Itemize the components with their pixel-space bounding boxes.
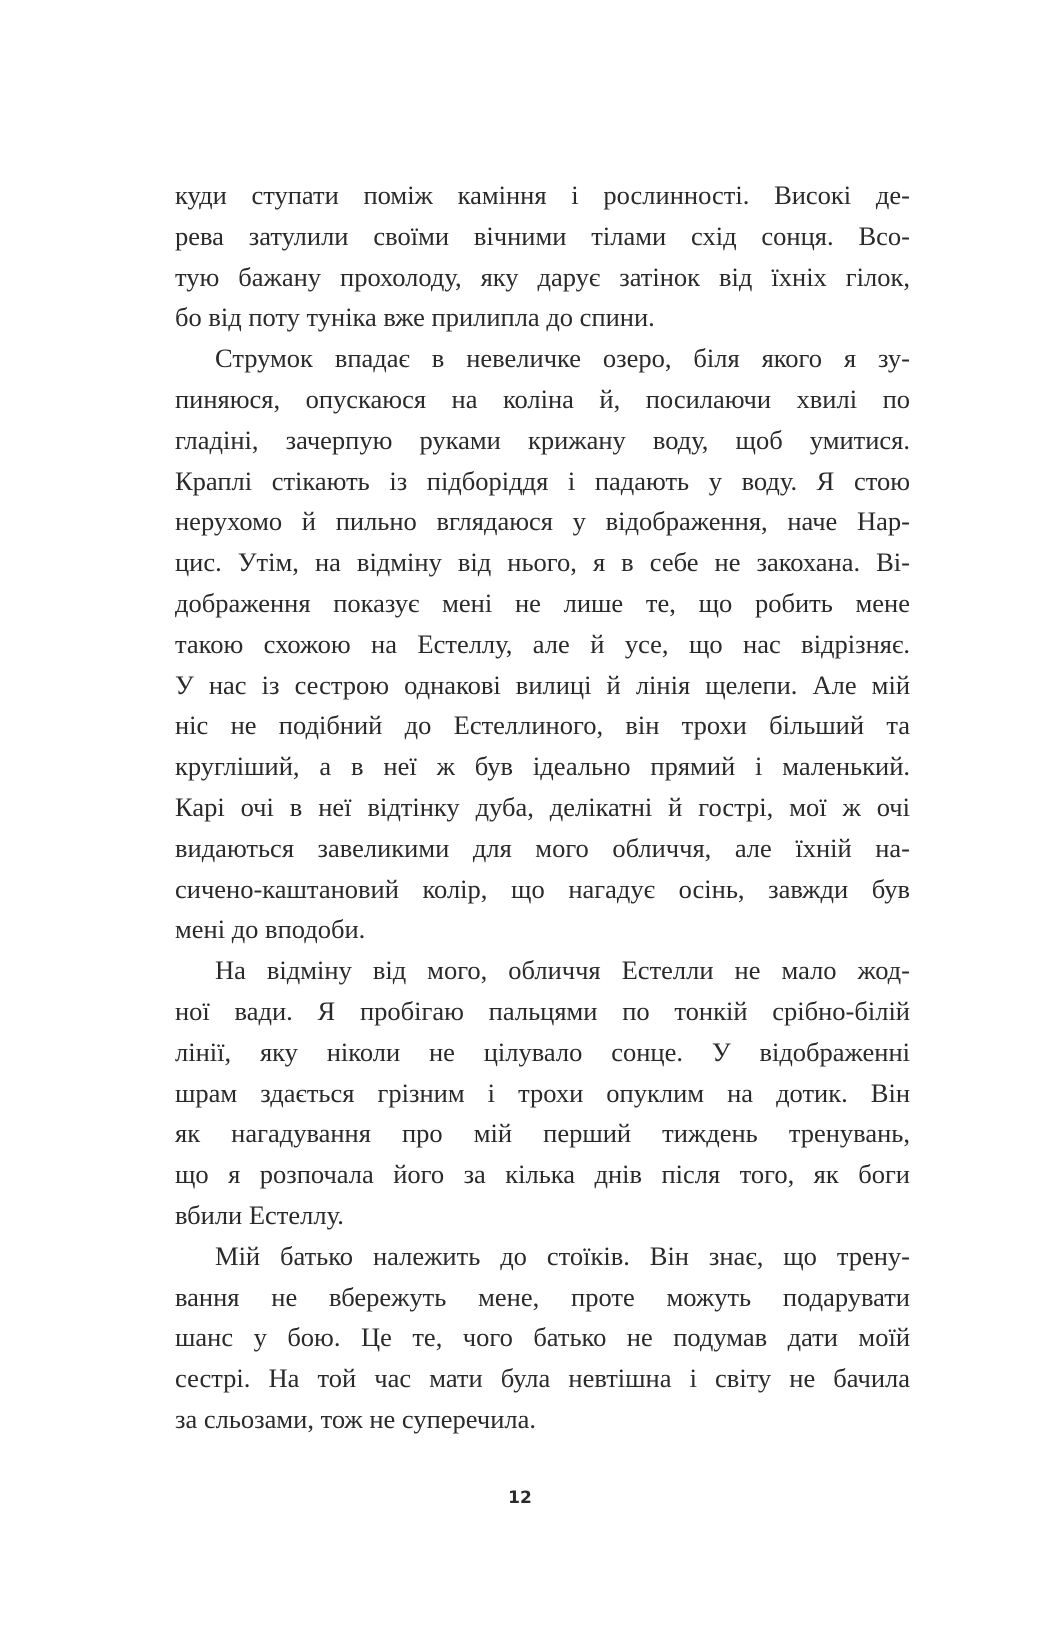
text-line: Карі очі в неї відтінку дуба, делікатні й гострі, мої ж очі [175,791,910,822]
text-line: шрам здається грізним і трохи опуклим на дотик. Він [175,1077,910,1108]
text-line: як нагадування про мій перший тиждень тренувань, [175,1118,910,1149]
text-line: гладіні, зачерпую руками крижану воду, щоб умитися. [175,424,910,455]
text-line: за сльозами, тож не суперечила. [175,1403,537,1434]
text-line: нерухомо й пильно вглядаюся у відображення, наче Нар- [175,506,910,537]
text-line: видаються завеликими для мого обличчя, але їхній на- [175,832,910,863]
text-line: На відміну від мого, обличчя Естелли не мало жод- [215,955,910,986]
text-line: мені до вподоби. [175,914,366,945]
text-line: вбили Естеллу. [175,1199,344,1230]
text-line: бо від поту туніка вже прилипла до спини. [175,302,655,333]
text-line: цис. Утім, на відміну від нього, я в себе не закохана. Ві- [175,547,910,578]
text-line: ної вади. Я пробігаю пальцями по тонкій срібно-білій [175,995,910,1026]
text-line: сестрі. На той час мати була невтішна і світу не бачила [175,1363,910,1394]
text-line: дображення показує мені не лише те, що робить мене [175,587,910,618]
text-line: Струмок впадає в невеличке озеро, біля якого я зу- [215,343,910,374]
paragraph [175,950,910,1236]
text-line: кругліший, а в неї ж був ідеально прямий і маленький. [175,751,910,782]
text-line: вання не вбережуть мене, проте можуть подарувати [175,1281,910,1312]
body-text [175,175,910,1440]
text-line: Краплі стікають із підборіддя і падають у воду. Я стою [175,465,910,496]
text-line: куди ступати поміж каміння і рослинності. Високі де- [175,180,910,210]
text-line: пиняюся, опускаюся на коліна й, посилаючи хвилі по [175,383,910,414]
paragraph [175,1236,910,1440]
text-line: що я розпочала його за кілька днів після того, як боги [175,1159,910,1190]
text-line: рева затулили своїми вічними тілами схід сонця. Всо- [175,220,910,251]
text-line: У нас із сестрою однакові вилиці й лінія щелепи. Але мій [175,669,910,700]
text-line: сичено-каштановий колір, що нагадує осінь, завжди був [175,873,910,904]
page-number: 12 [508,1488,532,1508]
text-line: ніс не подібний до Естеллиного, він трохи більший та [175,710,910,741]
paragraph [175,338,910,950]
text-line: Мій батько належить до стоїків. Він знає, що трену- [215,1240,910,1271]
text-line: тую бажану прохолоду, яку дарує затінок від їхніх гілок, [175,261,910,292]
text-line: лінії, яку ніколи не цілувало сонце. У відображенні [175,1036,910,1067]
paragraph [175,175,910,338]
text-line: такою схожою на Естеллу, але й усе, що нас відрізняє. [175,628,910,659]
text-line: шанс у бою. Це те, чого батько не подумав дати моїй [175,1322,910,1353]
